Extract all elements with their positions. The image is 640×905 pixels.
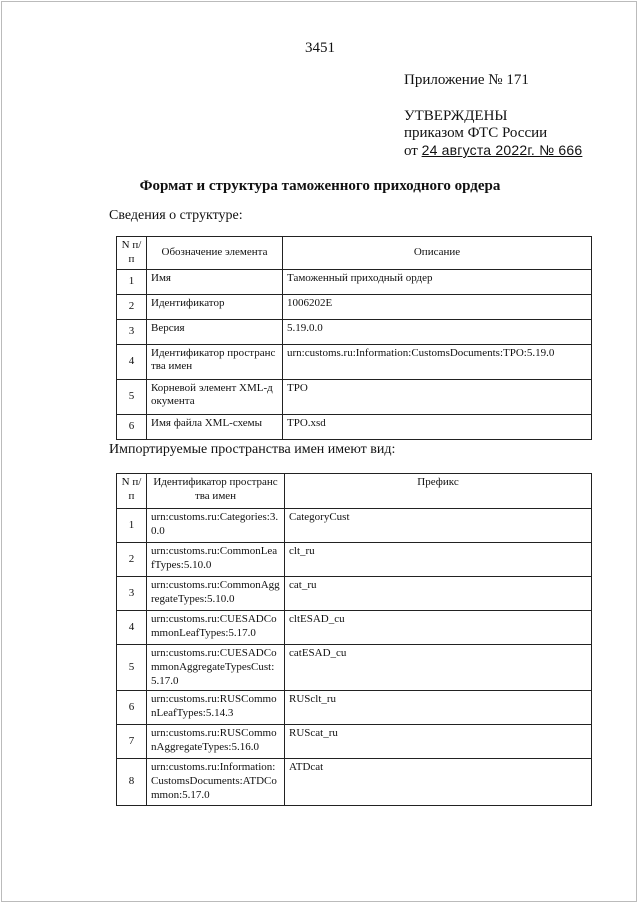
element-description: Таможенный приходный ордер: [283, 269, 592, 294]
namespace-prefix: cat_ru: [285, 577, 592, 611]
element-name: Корневой элемент XML-документа: [147, 379, 283, 414]
namespace-prefix: ATDcat: [285, 759, 592, 805]
table-row: [117, 691, 592, 725]
row-number: 1: [117, 509, 147, 543]
row-number: 7: [117, 725, 147, 759]
table-header-row: [117, 474, 592, 509]
element-description: TPO: [283, 379, 592, 414]
namespaces-heading: Импортируемые пространства имен имеют вид:: [109, 442, 396, 457]
table-row: [117, 344, 592, 379]
page-number: 3451: [305, 40, 335, 56]
column-header: N п/п: [117, 474, 147, 509]
namespace-prefix: catESAD_cu: [285, 645, 592, 691]
structure-table: [116, 236, 592, 440]
namespace-prefix: clt_ru: [285, 543, 592, 577]
namespaces-table: [116, 473, 592, 806]
table-row: [117, 725, 592, 759]
row-number: 1: [117, 269, 147, 294]
column-header: N п/п: [117, 237, 147, 270]
date-stamp: 24 августа 2022г. № 666: [421, 142, 583, 158]
table-row: [117, 759, 592, 805]
element-description: 1006202E: [283, 294, 592, 319]
namespace-prefix: CategoryCust: [285, 509, 592, 543]
element-description: 5.19.0.0: [283, 319, 592, 344]
element-name: Идентификатор пространства имен: [147, 344, 283, 379]
table-row: [117, 611, 592, 645]
namespace-prefix: cltESAD_cu: [285, 611, 592, 645]
table-row: [117, 319, 592, 344]
row-number: 8: [117, 759, 147, 805]
row-number: 2: [117, 294, 147, 319]
table-row: [117, 645, 592, 691]
row-number: 4: [117, 344, 147, 379]
table-row: [117, 379, 592, 414]
namespace-id: urn:customs.ru:RUSCommonLeafTypes:5.14.3: [147, 691, 285, 725]
row-number: 6: [117, 691, 147, 725]
namespace-id: urn:customs.ru:CommonLeafTypes:5.10.0: [147, 543, 285, 577]
row-number: 5: [117, 379, 147, 414]
column-header: Обозначение элемента: [147, 237, 283, 270]
element-name: Версия: [147, 319, 283, 344]
column-header: Описание: [283, 237, 592, 270]
column-header: Идентификатор пространства имен: [147, 474, 285, 509]
table-row: [117, 543, 592, 577]
structure-heading: Сведения о структуре:: [109, 208, 243, 223]
namespace-id: urn:customs.ru:CommonAggregateTypes:5.10.0: [147, 577, 285, 611]
row-number: 2: [117, 543, 147, 577]
table-header-row: [117, 237, 592, 270]
element-name: Идентификатор: [147, 294, 283, 319]
row-number: 4: [117, 611, 147, 645]
namespace-id: urn:customs.ru:Information:CustomsDocuments:ATDCommon:5.17.0: [147, 759, 285, 805]
document-title: Формат и структура таможенного приходного ордера: [139, 178, 501, 194]
appendix-label: Приложение № 171: [404, 72, 529, 88]
table-row: [117, 269, 592, 294]
approved-label: УТВЕРЖДЕНЫ: [404, 108, 508, 124]
element-description: urn:customs.ru:Information:CustomsDocuments:TPO:5.19.0: [283, 344, 592, 379]
element-description: TPO.xsd: [283, 414, 592, 439]
namespace-id: urn:customs.ru:RUSCommonAggregateTypes:5.16.0: [147, 725, 285, 759]
row-number: 5: [117, 645, 147, 691]
namespace-prefix: RUScat_ru: [285, 725, 592, 759]
date-prefix: от: [404, 143, 418, 159]
order-label: приказом ФТС России: [404, 125, 548, 141]
namespace-id: urn:customs.ru:CUESADCommonAggregateTypesCust:5.17.0: [147, 645, 285, 691]
table-row: [117, 509, 592, 543]
namespace-prefix: RUSclt_ru: [285, 691, 592, 725]
table-row: [117, 294, 592, 319]
element-name: Имя: [147, 269, 283, 294]
row-number: 3: [117, 577, 147, 611]
column-header: Префикс: [285, 474, 592, 509]
row-number: 3: [117, 319, 147, 344]
table-row: [117, 414, 592, 439]
table-row: [117, 577, 592, 611]
namespace-id: urn:customs.ru:CUESADCommonLeafTypes:5.17.0: [147, 611, 285, 645]
row-number: 6: [117, 414, 147, 439]
element-name: Имя файла XML-схемы: [147, 414, 283, 439]
order-date-line: [404, 142, 582, 160]
namespace-id: urn:customs.ru:Categories:3.0.0: [147, 509, 285, 543]
